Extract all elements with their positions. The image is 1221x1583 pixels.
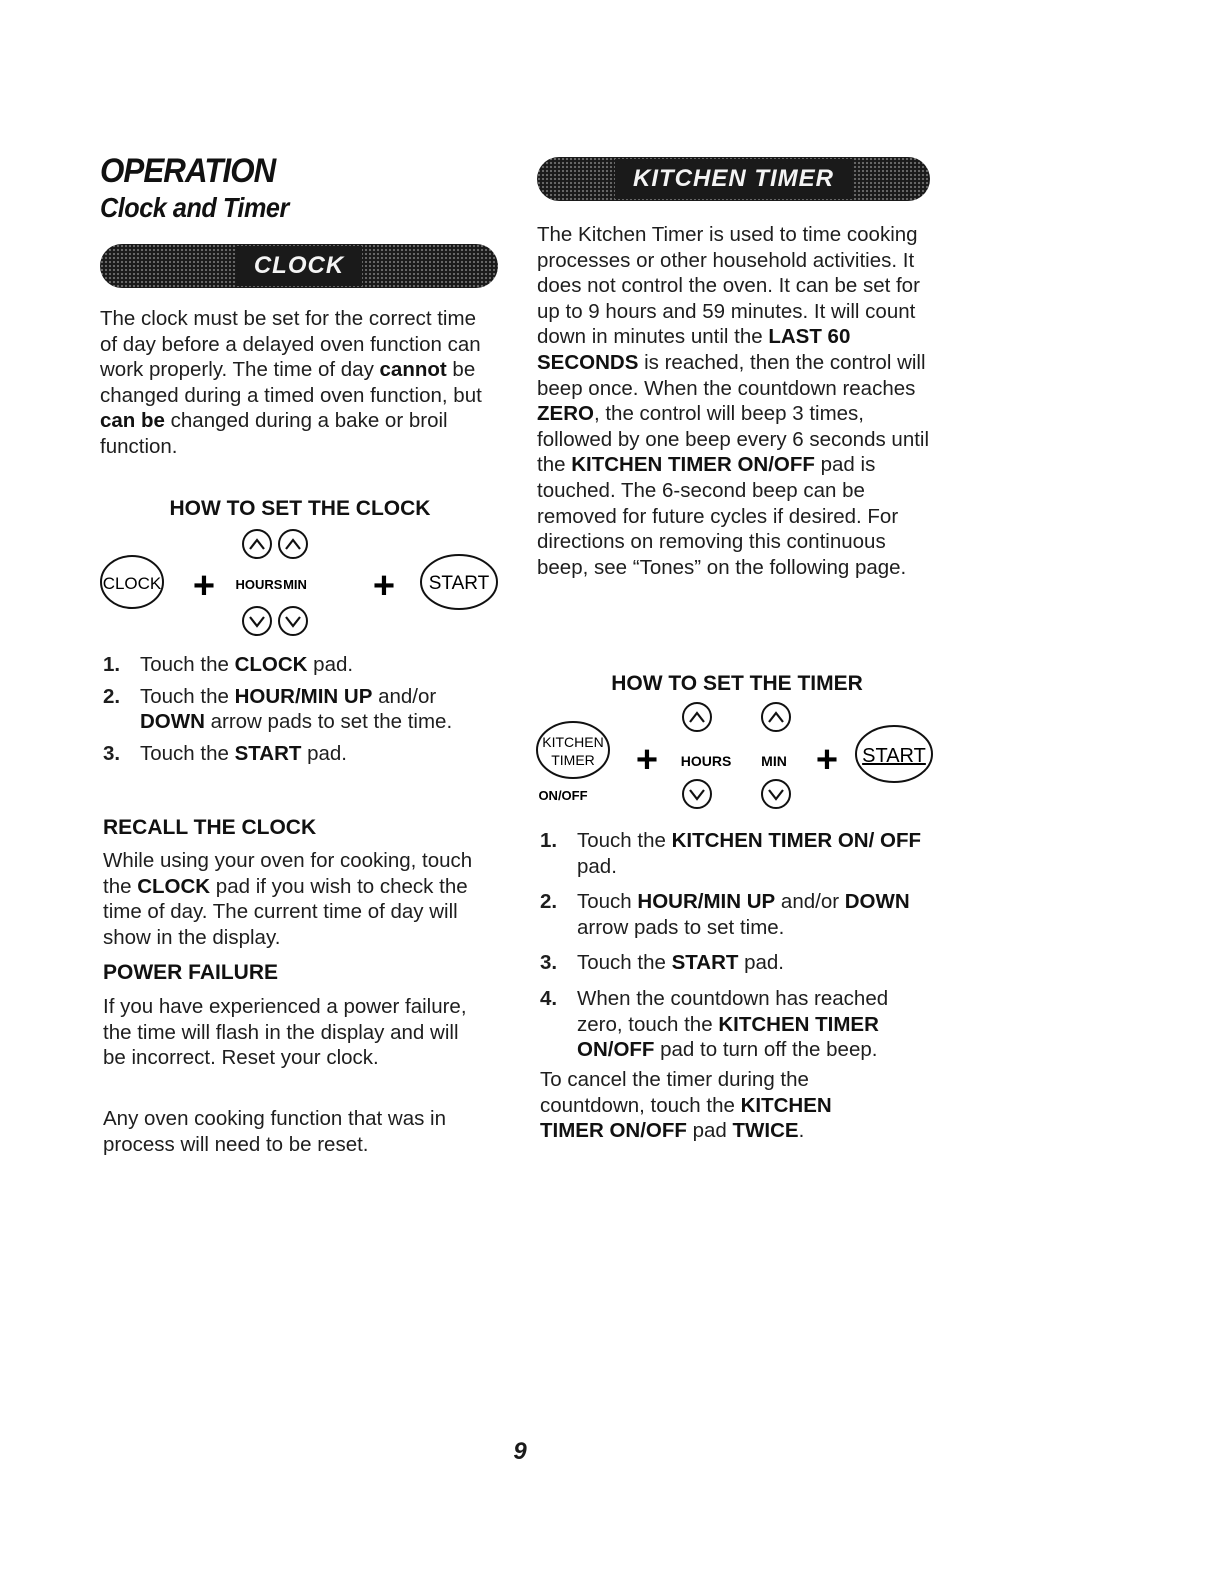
list-item: 2. Touch HOUR/MIN UP and/or DOWN arrow pads to set time. xyxy=(540,890,910,939)
clock-intro-paragraph: The clock must be set for the correct time of day before a delayed oven function can work properly. The time of day cannot be changed during a timed oven function, but can be changed during a bake or broil function. xyxy=(100,307,482,458)
kitchen-timer-banner xyxy=(537,157,930,201)
how-to-set-timer-heading: HOW TO SET THE TIMER xyxy=(611,672,863,695)
kitchen-timer-pad-label-2: TIMER xyxy=(551,752,595,768)
list-item: 1. Touch the KITCHEN TIMER ON/ OFF pad. xyxy=(540,829,921,878)
start-pad-label: START xyxy=(428,573,490,594)
start-pad-icon xyxy=(856,726,932,782)
hour-down-arrow-icon xyxy=(243,607,271,635)
power-failure-paragraph: If you have experienced a power failure, the time will flash in the display and will be incorrect. Reset your clock. xyxy=(103,995,467,1070)
hours-label: HOURS xyxy=(680,753,732,769)
kitchen-timer-pad-icon xyxy=(537,722,609,803)
min-down-arrow-icon xyxy=(279,607,307,635)
start-pad-label: START xyxy=(862,745,926,767)
hour-up-arrow-icon xyxy=(243,530,271,558)
on-off-caption: ON/OFF xyxy=(538,788,588,803)
list-item: 3. Touch the START pad. xyxy=(540,951,785,975)
recall-clock-paragraph: While using your oven for cooking, touch the CLOCK pad if you wish to check the time of day. The current time of day will show in the display. xyxy=(103,849,473,949)
power-failure-reset-paragraph: Any oven cooking function that was in process will need to be reset. xyxy=(103,1107,447,1156)
start-pad-icon xyxy=(421,555,497,609)
hour-down-arrow-icon xyxy=(683,780,711,808)
clock-pad-label: CLOCK xyxy=(102,574,162,593)
plus-icon: + xyxy=(815,739,839,781)
plus-icon: + xyxy=(635,739,659,781)
min-up-arrow-icon xyxy=(762,703,790,731)
clock-banner-label: CLOCK xyxy=(236,246,362,286)
min-label: MIN xyxy=(283,577,307,592)
list-item: 2. Touch the HOUR/MIN UP and/or DOWN arrow pads to set the time. xyxy=(103,684,453,734)
recall-clock-heading: RECALL THE CLOCK xyxy=(103,816,317,839)
min-up-arrow-icon xyxy=(279,530,307,558)
min-label: MIN xyxy=(761,753,787,769)
cancel-timer-paragraph: To cancel the timer during the countdown, touch the KITCHEN TIMER ON/OFF pad TWICE. xyxy=(540,1068,832,1143)
power-failure-heading: POWER FAILURE xyxy=(103,961,279,984)
hour-up-arrow-icon xyxy=(683,703,711,731)
how-to-set-clock-heading: HOW TO SET THE CLOCK xyxy=(169,497,431,520)
page-title: OPERATION xyxy=(100,152,276,190)
list-item: 4. When the countdown has reached zero, touch the KITCHEN TIMER ON/OFF pad to turn off the beep. xyxy=(540,986,889,1062)
clock-steps-list xyxy=(103,652,498,766)
clock-pad-icon xyxy=(101,556,163,608)
list-item: 1. Touch the CLOCK pad. xyxy=(103,653,354,676)
clock-banner xyxy=(100,244,498,288)
clock-keypad-diagram xyxy=(98,528,503,638)
timer-keypad-diagram xyxy=(535,700,940,810)
timer-intro-paragraph: The Kitchen Timer is used to time cooking processes or other household activities. It does not control the oven. It can be set for up to 9 hours and 59 minutes. It will count down in minutes until the LAST 60 SECONDS is reached, then the control will beep once. When the countdown reaches ZERO, the control will beep 3 times, followed by one beep every 6 seconds until the KITCHEN TIMER ON/OFF pad is touched. The 6-second beep can be removed for future cycles if desired. For directions on removing this continuous beep, see “Tones” on the following page. xyxy=(537,223,930,579)
kitchen-timer-pad-label-1: KITCHEN xyxy=(542,734,604,750)
hours-label: HOURS xyxy=(235,577,283,592)
page-number: 9 xyxy=(513,1438,527,1465)
list-item: 3. Touch the START pad. xyxy=(103,741,348,765)
min-down-arrow-icon xyxy=(762,780,790,808)
plus-icon: + xyxy=(372,565,396,607)
plus-icon: + xyxy=(192,565,216,607)
timer-steps-list xyxy=(540,828,935,1063)
page-subtitle: Clock and Timer xyxy=(100,192,289,223)
kitchen-timer-banner-label: KITCHEN TIMER xyxy=(615,159,852,199)
